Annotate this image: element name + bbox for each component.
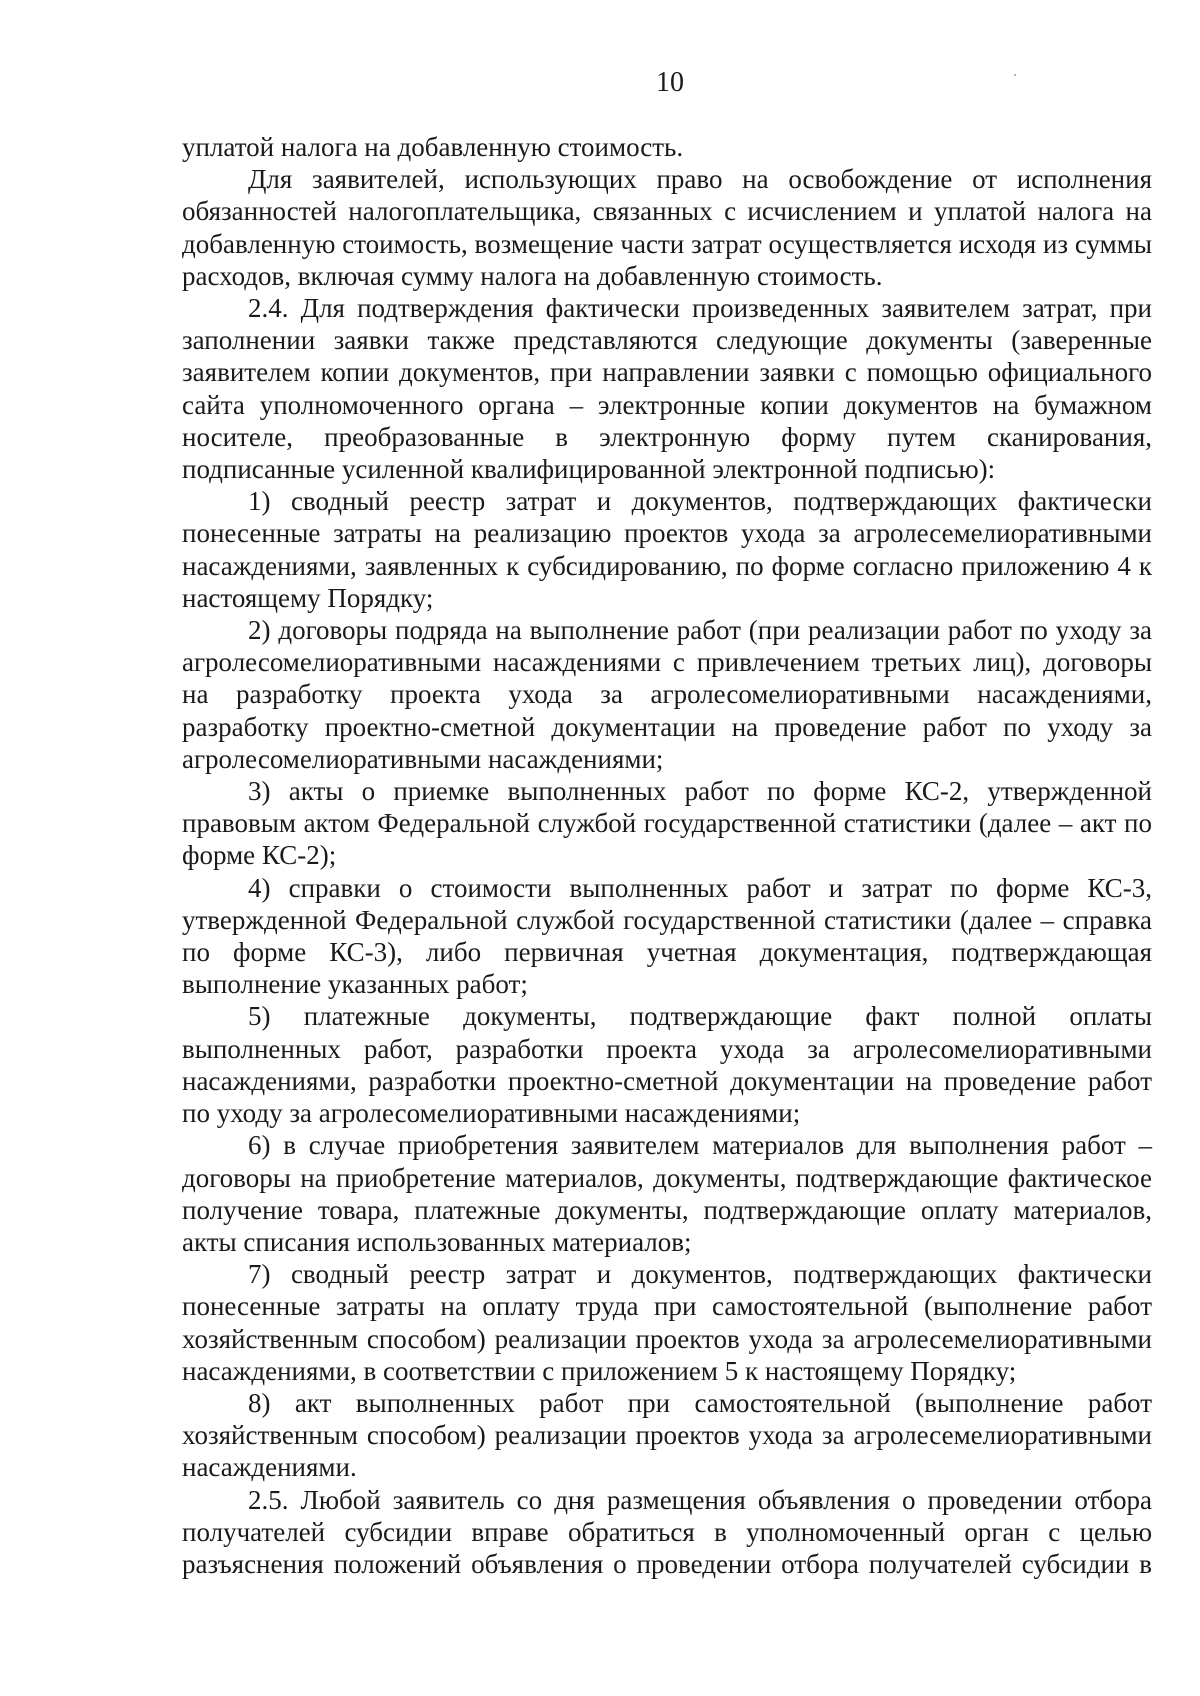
list-item-7: 7) сводный реестр затрат и документов, подтверждающих фактически понесенные затраты на оплату труда при самостоятельной (выполнение работ хозяйственным способом) реализации проектов ухода за агролесемелиоративными насаждениями, в соответствии с приложением 5 к настоящему Порядку; xyxy=(182,1259,1152,1386)
list-item-5: 5) платежные документы, подтверждающие факт полной оплаты выполненных работ, разработки проекта ухода за агролесомелиоративными насаждениями, разработки проектно-сметной документации на проведение работ по уходу за агролесомелиоративными насаждениями; xyxy=(182,1001,1152,1129)
list-item-1: 1) сводный реестр затрат и документов, подтверждающих фактически понесенные затраты на реализацию проектов ухода за агролесемелиоративными насаждениями, заявленных к субсидированию, по форме согласно приложению 4 к настоящему Порядку; xyxy=(182,486,1152,613)
list-item-4: 4) справки о стоимости выполненных работ и затрат по форме КС-3, утвержденной Федеральной службой государственной статистики (далее – справка по форме КС-3), либо первичная учетная документация, подтверждающая выполнение указанных работ; xyxy=(182,872,1152,1000)
scan-speck xyxy=(1014,74,1016,76)
page-number: 10 xyxy=(656,67,684,98)
list-item-2: 2) договоры подряда на выполнение работ (при реализации работ по уходу за агролесомелиоративными насаждениями с привлечением третьих лиц), договоры на разработку проекта ухода за агролесомелиоративными насаждениями, разработку проектно-сметной документации на проведение работ по уходу за агролесомелиоративными насаждениями; xyxy=(182,615,1152,774)
paragraph-2-4: 2.4. Для подтверждения фактически произведенных заявителем затрат, при заполнении заявки также представляются следующие документы (заверенные заявителем копии документов, при направлении заявки с помощью официального сайта уполномоченного органа – электронные копии документов на бумажном носителе, преобразованные в электронную форму путем сканирования, подписанные усиленной квалифицированной электронной подписью): xyxy=(182,293,1152,485)
paragraph-vat-exemption: Для заявителей, использующих право на освобождение от исполнения обязанностей налогоплательщика, связанных с исчислением и уплатой налога на добавленную стоимость, возмещение части затрат осуществляется исходя из суммы расходов, включая сумму налога на добавленную стоимость. xyxy=(182,164,1152,291)
list-item-3: 3) акты о приемке выполненных работ по форме КС-2, утвержденной правовым актом Федеральной службой государственной статистики (далее – акт по форме КС-2); xyxy=(182,776,1152,871)
document-body xyxy=(182,131,1152,1580)
list-item-6: 6) в случае приобретения заявителем материалов для выполнения работ – договоры на приобретение материалов, документы, подтверждающие фактическое получение товара, платежные документы, подтверждающие оплату материалов, акты списания использованных материалов; xyxy=(182,1130,1152,1257)
paragraph-2-5: 2.5. Любой заявитель со дня размещения объявления о проведении отбора получателей субсидии вправе обратиться в уполномоченный орган с целью разъяснения положений объявления о проведении отбора получателей субсидии в xyxy=(182,1484,1152,1579)
list-item-8: 8) акт выполненных работ при самостоятельной (выполнение работ хозяйственным способом) реализации проектов ухода за агролесемелиоративными насаждениями. xyxy=(182,1387,1152,1483)
paragraph-continuation: уплатой налога на добавленную стоимость. xyxy=(182,132,684,162)
